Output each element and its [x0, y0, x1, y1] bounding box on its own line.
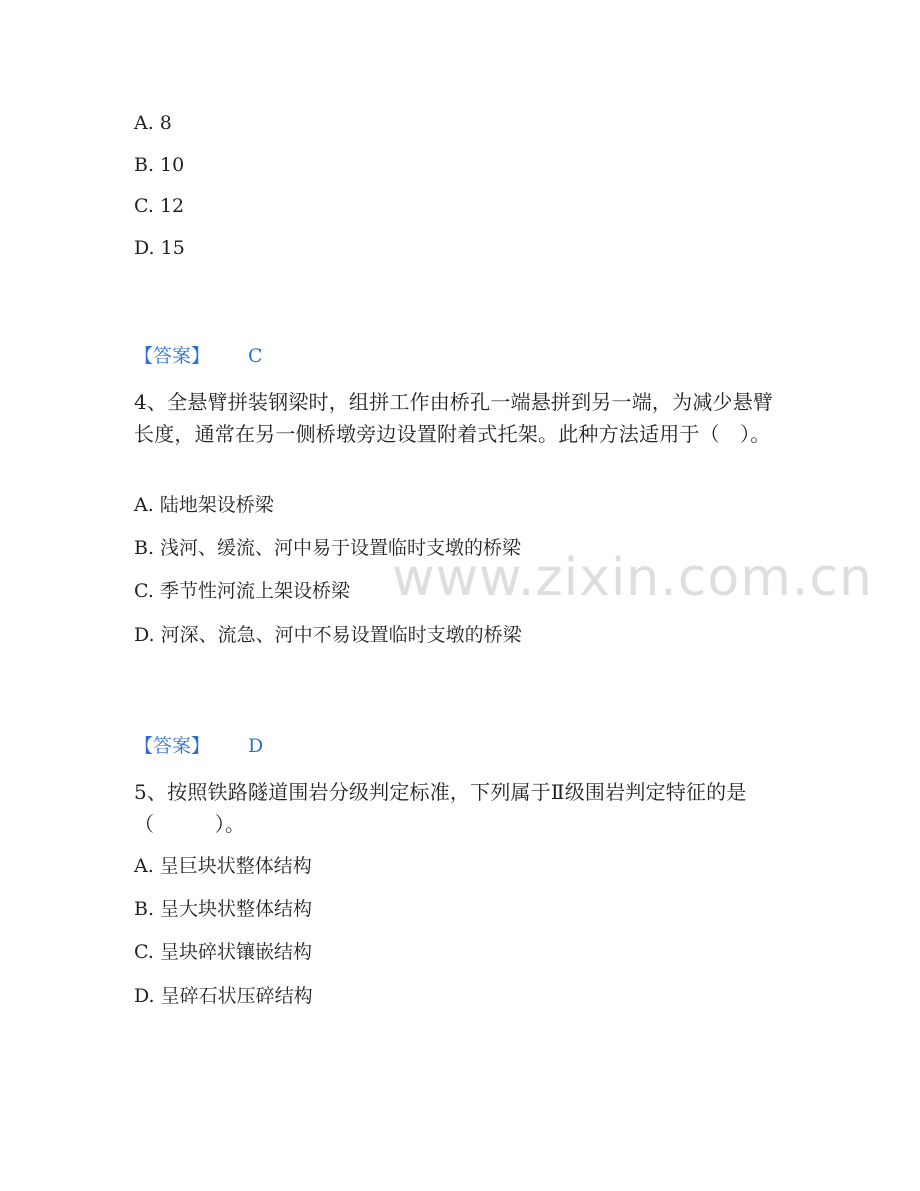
q5-option-d: D. 呈碎石状压碎结构 [134, 985, 313, 1007]
q3-option-b: B. 10 [134, 154, 185, 176]
answer-label: 【答案】 [134, 735, 211, 757]
q4-option-c: C. 季节性河流上架设桥梁 [134, 580, 350, 602]
q5-stem: 5、按照铁路隧道围岩分级判定标准，下列属于Ⅱ级围岩判定特征的是（ ）。 [134, 780, 747, 836]
q3-option-a: A. 8 [134, 112, 172, 134]
q5-option-a: A. 呈巨块状整体结构 [134, 855, 312, 877]
q3-option-c: C. 12 [134, 195, 185, 217]
q3-answer [134, 345, 263, 367]
answer-value: D [248, 735, 264, 757]
q5-option-b: B. 呈大块状整体结构 [134, 898, 313, 920]
answer-value: C [248, 345, 263, 367]
q4-option-a: A. 陆地架设桥梁 [134, 494, 274, 516]
q4-answer [134, 735, 263, 757]
watermark: www.zixin.com.cn [392, 548, 873, 608]
q4-stem: 4、全悬臂拼装钢梁时，组拼工作由桥孔一端悬拼到另一端，为减少悬臂长度，通常在另一侧桥墩旁边设置附着式托架。此种方法适用于（ ）。 [134, 390, 774, 446]
q5-option-c: C. 呈块碎状镶嵌结构 [134, 941, 312, 963]
q3-option-d: D. 15 [134, 237, 185, 259]
q4-option-d: D. 河深、流急、河中不易设置临时支墩的桥梁 [134, 624, 522, 646]
answer-label: 【答案】 [134, 345, 211, 367]
q4-option-b: B. 浅河、缓流、河中易于设置临时支墩的桥梁 [134, 537, 522, 559]
